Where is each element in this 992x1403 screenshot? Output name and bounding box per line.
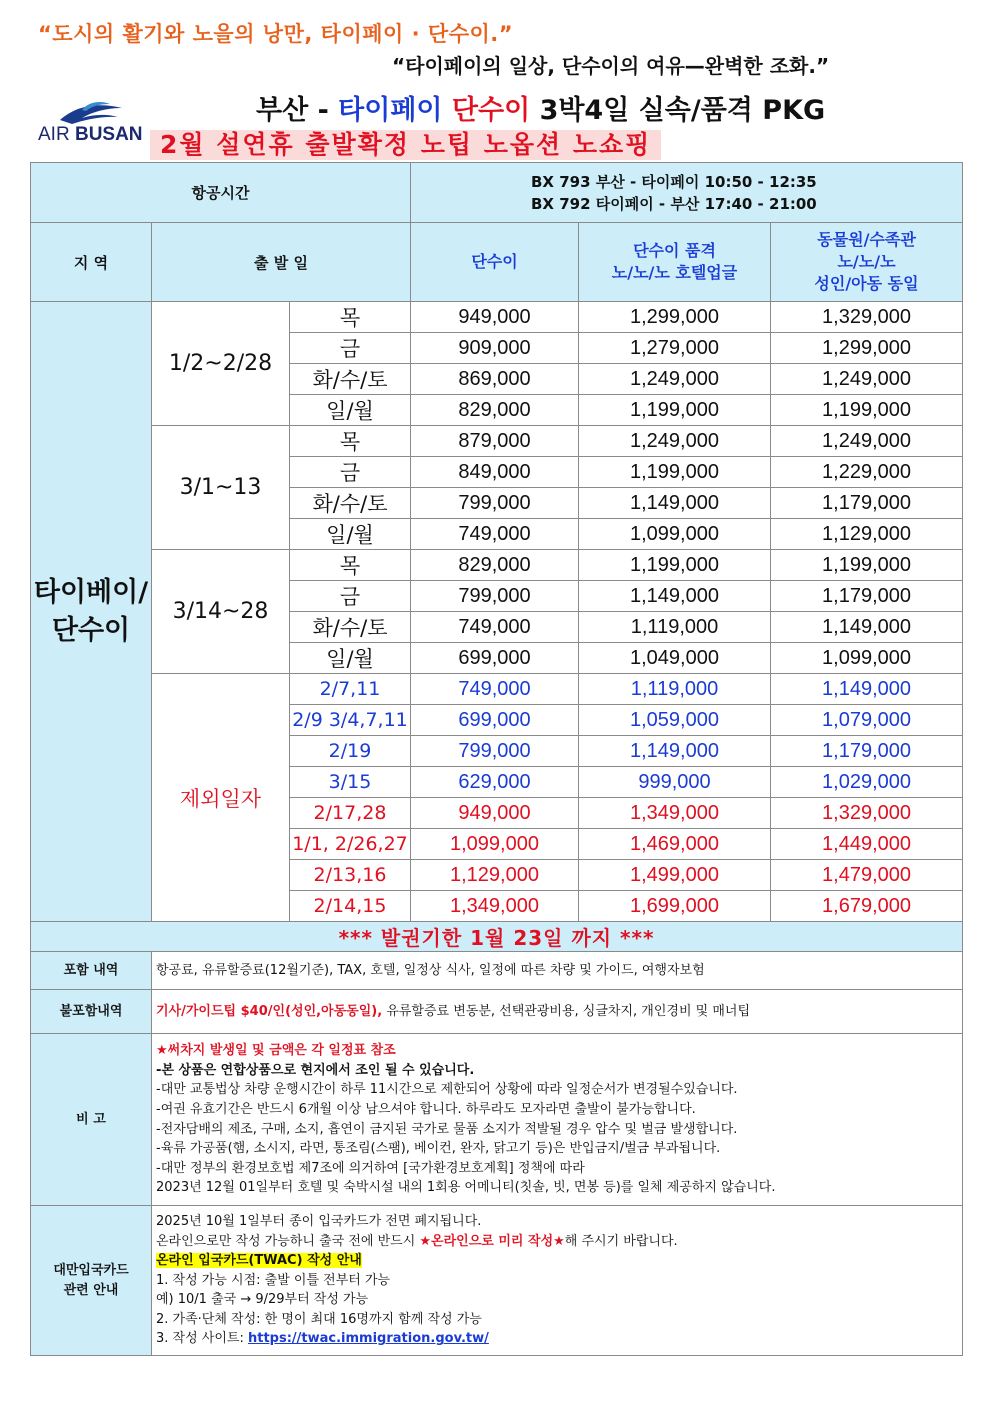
price-zoo: 1,199,000	[771, 550, 963, 581]
period-label: 3/14~28	[152, 550, 290, 674]
price-zoo: 1,099,000	[771, 643, 963, 674]
col-departure-header: 출 발 일	[152, 223, 411, 302]
promo-banner: 2월 설연휴 출발확정 노팁 노옵션 노쇼핑	[150, 130, 661, 160]
price-danshui: 949,000	[411, 302, 579, 333]
price-danshui: 629,000	[411, 767, 579, 798]
included-text: 항공료, 유류할증료(12월기준), TAX, 호텔, 일정상 식사, 일정에 따른 차량 및 가이드, 여행자보험	[152, 952, 963, 990]
exception-row	[31, 674, 963, 705]
weekday-cell: 일/월	[290, 395, 411, 426]
price-premium: 1,279,000	[579, 333, 771, 364]
sub-quote: “타이페이의 일상, 단수이의 여유—완벽한 조화.”	[392, 54, 830, 78]
exception-date: 2/19	[290, 736, 411, 767]
price-danshui: 749,000	[411, 519, 579, 550]
price-zoo: 1,149,000	[771, 612, 963, 643]
price-danshui: 829,000	[411, 395, 579, 426]
price-danshui: 699,000	[411, 705, 579, 736]
weekday-cell: 화/수/토	[290, 364, 411, 395]
title-danshui: 단수이	[451, 95, 531, 126]
price-danshui: 909,000	[411, 333, 579, 364]
weekday-cell: 화/수/토	[290, 488, 411, 519]
flight-return: BX 792 타이페이 - 부산 17:40 - 21:00	[531, 194, 817, 213]
period-label: 3/1~13	[152, 426, 290, 550]
weekday-cell: 목	[290, 302, 411, 333]
twac-guide-highlight: 온라인 입국카드(TWAC) 작성 안내	[156, 1253, 362, 1269]
logo-wordmark: AIR BUSAN	[38, 124, 143, 145]
price-table	[30, 162, 963, 1356]
price-premium: 1,119,000	[579, 674, 771, 705]
weekday-cell: 금	[290, 581, 411, 612]
flight-times	[411, 163, 963, 223]
twac-site-link[interactable]: https://twac.immigration.gov.tw/	[247, 1331, 489, 1347]
remarks-text: ★써차지 발생일 및 금액은 각 일정표 참조 -본 상품은 연합상품으로 현지에서 조인 될 수 있습니다. -대만 교통법상 차량 운행시간이 하루 11시간으로 제한되어 상황에 따라 일정순서가 변경될수있습니다. -여권 유효기간은 반드시 6개월 이상 남으셔야 합니다. 하루라도 모자라면 출발이 불가능합니다. -전자담배의 제조, 구매, 소지, 흡연이 금지된 국가로 물품 소지가 적발될 경우 압수 및 벌금 발생합니다. -육류 가공품(햄, 소시지, 라면, 통조림(스팸), 베이컨, 완자, 닭고기 등)은 반입금지/벌금 부과됩니다. -대만 정부의 환경보호법 제7조에 의거하여 [국가환경보호계획] 정책에 따라 2023년 12월 01일부터 호텔 및 숙박시설 내의 1회용 어메니티(칫솔, 빗, 면봉 등)를 일체 제공하지 않습니다.	[152, 1034, 963, 1206]
flight-label: 항공시간	[31, 163, 411, 223]
price-zoo: 1,449,000	[771, 829, 963, 860]
price-premium: 1,349,000	[579, 798, 771, 829]
price-zoo: 1,129,000	[771, 519, 963, 550]
excluded-text: 기사/가이드팁 $40/인(성인,아동동일), 유류할증료 변동분, 선택관광비용, 싱글차지, 개인경비 및 매너팁	[152, 990, 963, 1034]
price-premium: 1,119,000	[579, 612, 771, 643]
price-zoo: 1,679,000	[771, 891, 963, 922]
price-zoo: 1,199,000	[771, 395, 963, 426]
price-danshui: 749,000	[411, 612, 579, 643]
exception-date: 2/13,16	[290, 860, 411, 891]
price-danshui: 949,000	[411, 798, 579, 829]
excluded-label: 불포함내역	[31, 990, 152, 1034]
price-premium: 1,249,000	[579, 364, 771, 395]
weekday-cell: 목	[290, 550, 411, 581]
price-zoo: 1,249,000	[771, 364, 963, 395]
price-zoo: 1,029,000	[771, 767, 963, 798]
price-danshui: 799,000	[411, 488, 579, 519]
weekday-cell: 목	[290, 426, 411, 457]
price-premium: 1,469,000	[579, 829, 771, 860]
exception-date: 2/14,15	[290, 891, 411, 922]
weekday-cell: 금	[290, 457, 411, 488]
price-premium: 999,000	[579, 767, 771, 798]
price-zoo: 1,479,000	[771, 860, 963, 891]
price-danshui: 699,000	[411, 643, 579, 674]
price-premium: 1,699,000	[579, 891, 771, 922]
price-premium: 1,499,000	[579, 860, 771, 891]
price-premium: 1,059,000	[579, 705, 771, 736]
headline-quote: “도시의 활기와 노을의 낭만, 타이페이 · 단수이.”	[38, 22, 514, 46]
price-danshui: 799,000	[411, 581, 579, 612]
page-title: 부산 - 타이페이 단수이 3박4일 실속/품격 PKG	[256, 95, 826, 126]
price-premium: 1,199,000	[579, 550, 771, 581]
weekday-cell: 일/월	[290, 519, 411, 550]
price-danshui: 1,129,000	[411, 860, 579, 891]
exception-date: 2/7,11	[290, 674, 411, 705]
price-premium: 1,149,000	[579, 581, 771, 612]
arrival-card-label: 대만입국카드 관련 안내	[31, 1206, 152, 1356]
region-cell: 타이베이/ 단수이	[31, 302, 152, 922]
price-zoo: 1,149,000	[771, 674, 963, 705]
air-busan-logo	[38, 98, 150, 150]
price-zoo: 1,329,000	[771, 302, 963, 333]
price-danshui: 849,000	[411, 457, 579, 488]
col-region-header: 지 역	[31, 223, 152, 302]
period-label: 1/2~2/28	[152, 302, 290, 426]
price-premium: 1,199,000	[579, 457, 771, 488]
arrival-card-text: 2025년 10월 1일부터 종이 입국카드가 전면 폐지됩니다. 온라인으로만 작성 가능하니 출국 전에 반드시 ★온라인으로 미리 작성★해 주시기 바랍니다. 온라인 입국카드(TWAC) 작성 안내 1. 작성 가능 시점: 출발 이틀 전부터 가능 예) 10/1 출국 → 9/29부터 작성 가능 2. 가족·단체 작성: 한 명이 최대 16명까지 함께 작성 가능 3. 작성 사이트: https://twac.immigration.gov.tw/	[152, 1206, 963, 1356]
exception-date: 1/1, 2/26,27	[290, 829, 411, 860]
price-row	[31, 302, 963, 333]
price-zoo: 1,179,000	[771, 488, 963, 519]
price-premium: 1,199,000	[579, 395, 771, 426]
price-row	[31, 550, 963, 581]
price-danshui: 1,099,000	[411, 829, 579, 860]
price-danshui: 869,000	[411, 364, 579, 395]
price-zoo: 1,229,000	[771, 457, 963, 488]
price-premium: 1,249,000	[579, 426, 771, 457]
exception-label: 제외일자	[152, 674, 290, 922]
price-premium: 1,299,000	[579, 302, 771, 333]
title-taipei: 타이페이	[338, 95, 443, 126]
exception-date: 2/17,28	[290, 798, 411, 829]
flight-outbound: BX 793 부산 - 타이페이 10:50 - 12:35	[531, 172, 817, 191]
price-zoo: 1,299,000	[771, 333, 963, 364]
col-premium-header: 단수이 품격 노/노/노 호텔업글	[579, 223, 771, 302]
price-premium: 1,099,000	[579, 519, 771, 550]
price-danshui: 749,000	[411, 674, 579, 705]
price-zoo: 1,249,000	[771, 426, 963, 457]
included-label: 포함 내역	[31, 952, 152, 990]
price-danshui: 879,000	[411, 426, 579, 457]
price-zoo: 1,329,000	[771, 798, 963, 829]
price-premium: 1,049,000	[579, 643, 771, 674]
exception-date: 3/15	[290, 767, 411, 798]
remarks-label: 비 고	[31, 1034, 152, 1206]
weekday-cell: 일/월	[290, 643, 411, 674]
exception-date: 2/9 3/4,7,11	[290, 705, 411, 736]
ticketing-deadline: *** 발권기한 1월 23일 까지 ***	[31, 922, 963, 952]
col-danshui-header: 단수이	[411, 223, 579, 302]
weekday-cell: 화/수/토	[290, 612, 411, 643]
price-danshui: 1,349,000	[411, 891, 579, 922]
price-rows	[31, 302, 963, 922]
price-danshui: 799,000	[411, 736, 579, 767]
price-danshui: 829,000	[411, 550, 579, 581]
price-zoo: 1,179,000	[771, 581, 963, 612]
price-premium: 1,149,000	[579, 736, 771, 767]
price-zoo: 1,079,000	[771, 705, 963, 736]
price-premium: 1,149,000	[579, 488, 771, 519]
col-zoo-header: 동물원/수족관 노/노/노 성인/아동 동일	[771, 223, 963, 302]
weekday-cell: 금	[290, 333, 411, 364]
price-row	[31, 426, 963, 457]
price-zoo: 1,179,000	[771, 736, 963, 767]
